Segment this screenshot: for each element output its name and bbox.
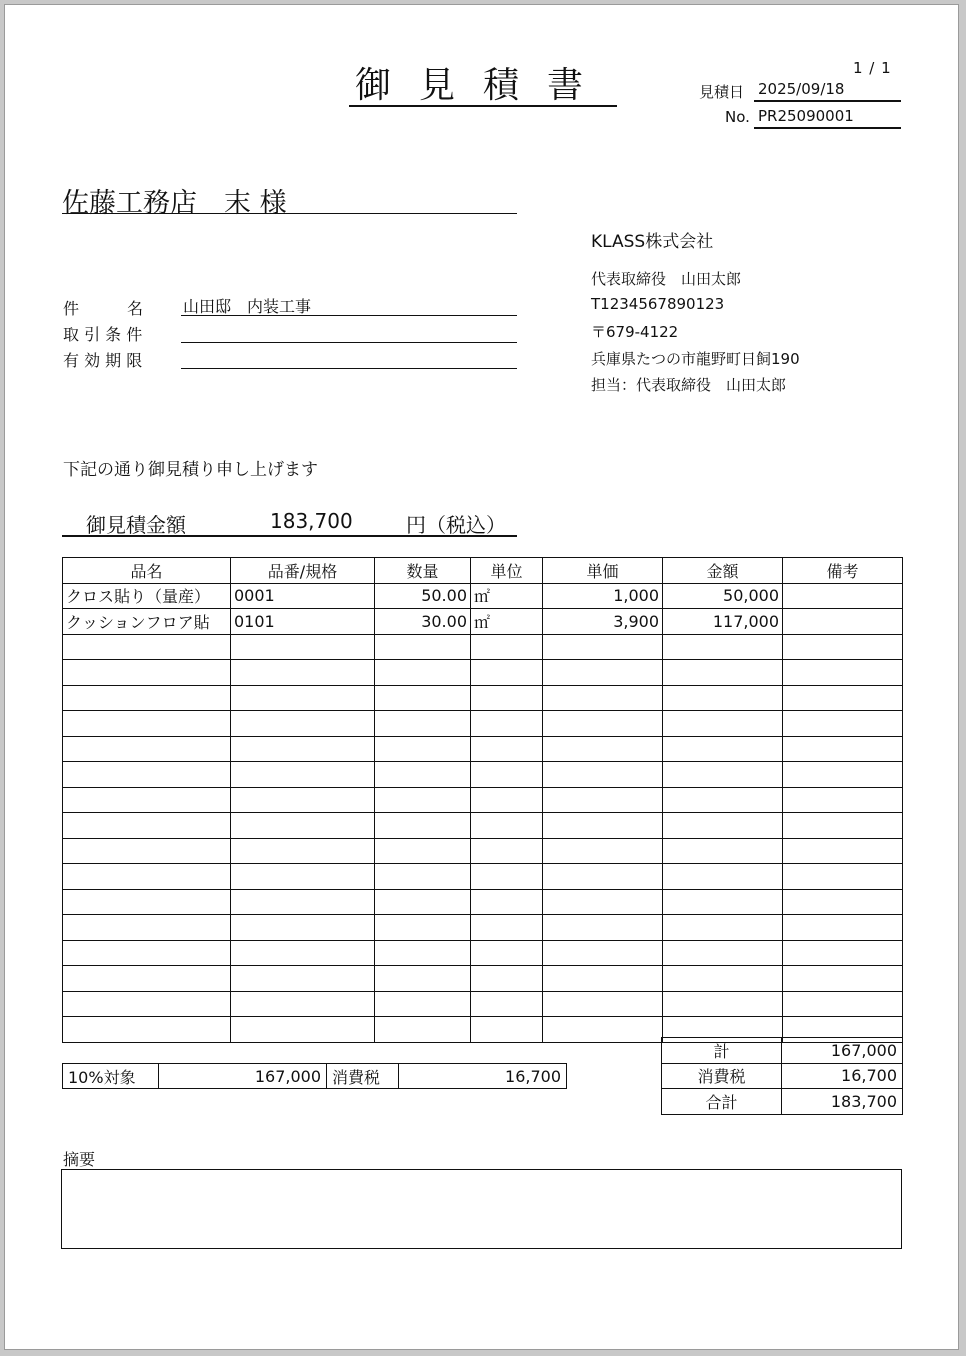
cell-item-name [63, 813, 231, 839]
cell-remarks [783, 583, 903, 609]
cell-unit-price [543, 838, 663, 864]
cell-item-name [63, 889, 231, 915]
cell-unit [471, 889, 543, 915]
page-number: 1 / 1 [853, 59, 892, 77]
table-row [63, 634, 903, 660]
cell-quantity [375, 787, 471, 813]
cell-unit: ㎡ [471, 583, 543, 609]
tax-label: 消費税 [327, 1064, 399, 1089]
cell-item-name [63, 991, 231, 1017]
issuer-address: 兵庫県たつの市龍野町日飼190 [591, 350, 800, 368]
cell-quantity: 30.00 [375, 609, 471, 635]
estimate-total [62, 507, 517, 537]
cell-quantity [375, 838, 471, 864]
cell-unit [471, 838, 543, 864]
field-label-validity: 有 効 期 限 [63, 351, 143, 370]
cell-amount [663, 736, 783, 762]
field-label-terms: 取 引 条 件 [63, 325, 143, 344]
cell-part-number [231, 787, 375, 813]
cell-unit [471, 762, 543, 788]
cell-unit [471, 966, 543, 992]
cell-quantity [375, 736, 471, 762]
issuer-company: KLASS株式会社 [591, 232, 714, 252]
issuer-representative: 代表取締役 山田太郎 [591, 270, 742, 288]
consumption-tax-label: 消費税 [662, 1063, 782, 1089]
cell-remarks [783, 966, 903, 992]
table-row [63, 787, 903, 813]
header-amount: 金額 [663, 558, 783, 584]
summary-table [661, 1037, 903, 1115]
cell-unit [471, 660, 543, 686]
cell-part-number [231, 940, 375, 966]
issuer-registration: T1234567890123 [591, 295, 725, 313]
cell-unit-price [543, 966, 663, 992]
document-title: 御見積書 [349, 57, 617, 107]
cell-unit-price [543, 685, 663, 711]
cell-amount: 117,000 [663, 609, 783, 635]
field-value-validity [181, 347, 517, 369]
cell-part-number [231, 991, 375, 1017]
table-row [63, 711, 903, 737]
taxable-amount: 167,000 [159, 1064, 327, 1089]
cell-unit-price [543, 634, 663, 660]
cell-item-name [63, 736, 231, 762]
cell-item-name: クッションフロア貼 [63, 609, 231, 635]
cell-part-number [231, 660, 375, 686]
cell-remarks [783, 762, 903, 788]
cell-item-name [63, 864, 231, 890]
cell-remarks [783, 889, 903, 915]
cell-part-number: 0001 [231, 583, 375, 609]
cell-quantity [375, 660, 471, 686]
cell-remarks [783, 609, 903, 635]
memo-label: 摘要 [63, 1150, 96, 1169]
cell-remarks [783, 991, 903, 1017]
cell-unit [471, 991, 543, 1017]
cell-unit [471, 813, 543, 839]
tax-breakdown [62, 1063, 567, 1089]
cell-item-name [63, 940, 231, 966]
table-row [63, 762, 903, 788]
table-row [63, 889, 903, 915]
cell-unit-price [543, 940, 663, 966]
cell-unit [471, 940, 543, 966]
memo-box [61, 1169, 902, 1249]
cell-amount [663, 813, 783, 839]
cell-part-number [231, 838, 375, 864]
cell-unit-price [543, 864, 663, 890]
cell-unit [471, 915, 543, 941]
total-unit: 円（税込） [406, 513, 506, 537]
cell-quantity [375, 711, 471, 737]
cell-remarks [783, 864, 903, 890]
header-item-name: 品名 [63, 558, 231, 584]
header-unit-price: 単価 [543, 558, 663, 584]
total-amount: 183,700 [270, 509, 353, 533]
cell-part-number [231, 966, 375, 992]
cell-unit-price [543, 915, 663, 941]
cell-part-number [231, 889, 375, 915]
cell-part-number [231, 711, 375, 737]
issuer-postal: 〒679-4122 [591, 323, 679, 341]
field-label-subject: 件 名 [63, 299, 144, 318]
cell-quantity [375, 685, 471, 711]
cell-remarks [783, 660, 903, 686]
table-header-row [63, 558, 903, 584]
table-row [63, 660, 903, 686]
table-row [63, 736, 903, 762]
cell-unit: ㎡ [471, 609, 543, 635]
cell-unit-price [543, 889, 663, 915]
cell-remarks [783, 634, 903, 660]
grand-total-value: 183,700 [782, 1089, 903, 1115]
cell-amount [663, 660, 783, 686]
cell-unit-price [543, 991, 663, 1017]
cell-quantity [375, 813, 471, 839]
cell-amount [663, 966, 783, 992]
cell-remarks [783, 915, 903, 941]
items-table [62, 557, 903, 1043]
cell-amount [663, 634, 783, 660]
table-row [63, 685, 903, 711]
cell-unit-price [543, 1017, 663, 1043]
cell-quantity [375, 940, 471, 966]
cell-item-name [63, 1017, 231, 1043]
cell-remarks [783, 736, 903, 762]
cell-unit-price [543, 813, 663, 839]
number-value: PR25090001 [754, 107, 901, 129]
tax-rate-label: 10%対象 [63, 1064, 159, 1089]
cell-quantity [375, 1017, 471, 1043]
cell-amount [663, 685, 783, 711]
header-unit: 単位 [471, 558, 543, 584]
cell-amount [663, 838, 783, 864]
cell-quantity [375, 889, 471, 915]
cell-item-name [63, 762, 231, 788]
cell-remarks [783, 813, 903, 839]
cell-unit-price [543, 660, 663, 686]
cell-amount [663, 889, 783, 915]
cell-part-number [231, 864, 375, 890]
cell-quantity [375, 634, 471, 660]
subtotal-value: 167,000 [782, 1038, 903, 1064]
cell-unit-price [543, 762, 663, 788]
cell-amount [663, 940, 783, 966]
intro-text: 下記の通り御見積り申し上げます [63, 460, 318, 480]
cell-quantity [375, 864, 471, 890]
cell-part-number [231, 915, 375, 941]
cell-amount [663, 787, 783, 813]
table-row [63, 609, 903, 635]
cell-part-number: 0101 [231, 609, 375, 635]
cell-part-number [231, 813, 375, 839]
table-row [63, 838, 903, 864]
cell-part-number [231, 685, 375, 711]
cell-unit-price: 3,900 [543, 609, 663, 635]
date-value: 2025/09/18 [754, 80, 901, 102]
cell-unit [471, 685, 543, 711]
number-label: No. [725, 108, 750, 126]
subtotal-label: 計 [662, 1038, 782, 1064]
cell-quantity: 50.00 [375, 583, 471, 609]
cell-item-name [63, 787, 231, 813]
cell-unit [471, 787, 543, 813]
cell-unit [471, 1017, 543, 1043]
header-remarks: 備考 [783, 558, 903, 584]
cell-quantity [375, 966, 471, 992]
table-row [63, 966, 903, 992]
cell-unit [471, 711, 543, 737]
cell-quantity [375, 915, 471, 941]
cell-amount [663, 864, 783, 890]
cell-item-name [63, 838, 231, 864]
field-value-subject: 山田邸 内装工事 [181, 294, 517, 316]
cell-amount: 50,000 [663, 583, 783, 609]
cell-remarks [783, 787, 903, 813]
cell-part-number [231, 1017, 375, 1043]
date-label: 見積日 [699, 83, 745, 101]
cell-item-name [63, 915, 231, 941]
cell-item-name [63, 634, 231, 660]
cell-remarks [783, 940, 903, 966]
cell-quantity [375, 991, 471, 1017]
field-value-terms [181, 321, 517, 343]
cell-remarks [783, 685, 903, 711]
table-row [63, 991, 903, 1017]
estimate-page [4, 4, 959, 1350]
cell-item-name [63, 966, 231, 992]
cell-remarks [783, 711, 903, 737]
cell-unit-price [543, 787, 663, 813]
cell-remarks [783, 838, 903, 864]
cell-quantity [375, 762, 471, 788]
cell-part-number [231, 634, 375, 660]
cell-item-name [63, 685, 231, 711]
customer-name: 佐藤工務店 末 様 [62, 181, 517, 214]
cell-item-name: クロス貼り（量産） [63, 583, 231, 609]
cell-item-name [63, 660, 231, 686]
issuer-contact: 担当：代表取締役 山田太郎 [591, 376, 787, 394]
table-row [63, 813, 903, 839]
cell-amount [663, 991, 783, 1017]
table-row [63, 915, 903, 941]
consumption-tax-value: 16,700 [782, 1063, 903, 1089]
table-row [63, 940, 903, 966]
header-quantity: 数量 [375, 558, 471, 584]
cell-unit-price [543, 711, 663, 737]
cell-amount [663, 711, 783, 737]
table-row [63, 864, 903, 890]
tax-amount: 16,700 [399, 1064, 567, 1089]
header-part-number: 品番/規格 [231, 558, 375, 584]
cell-unit-price: 1,000 [543, 583, 663, 609]
cell-item-name [63, 711, 231, 737]
cell-part-number [231, 762, 375, 788]
cell-amount [663, 762, 783, 788]
cell-unit [471, 864, 543, 890]
cell-unit-price [543, 736, 663, 762]
total-label: 御見積金額 [86, 513, 186, 537]
cell-unit [471, 736, 543, 762]
cell-part-number [231, 736, 375, 762]
grand-total-label: 合計 [662, 1089, 782, 1115]
table-row [63, 583, 903, 609]
cell-unit [471, 634, 543, 660]
cell-amount [663, 915, 783, 941]
